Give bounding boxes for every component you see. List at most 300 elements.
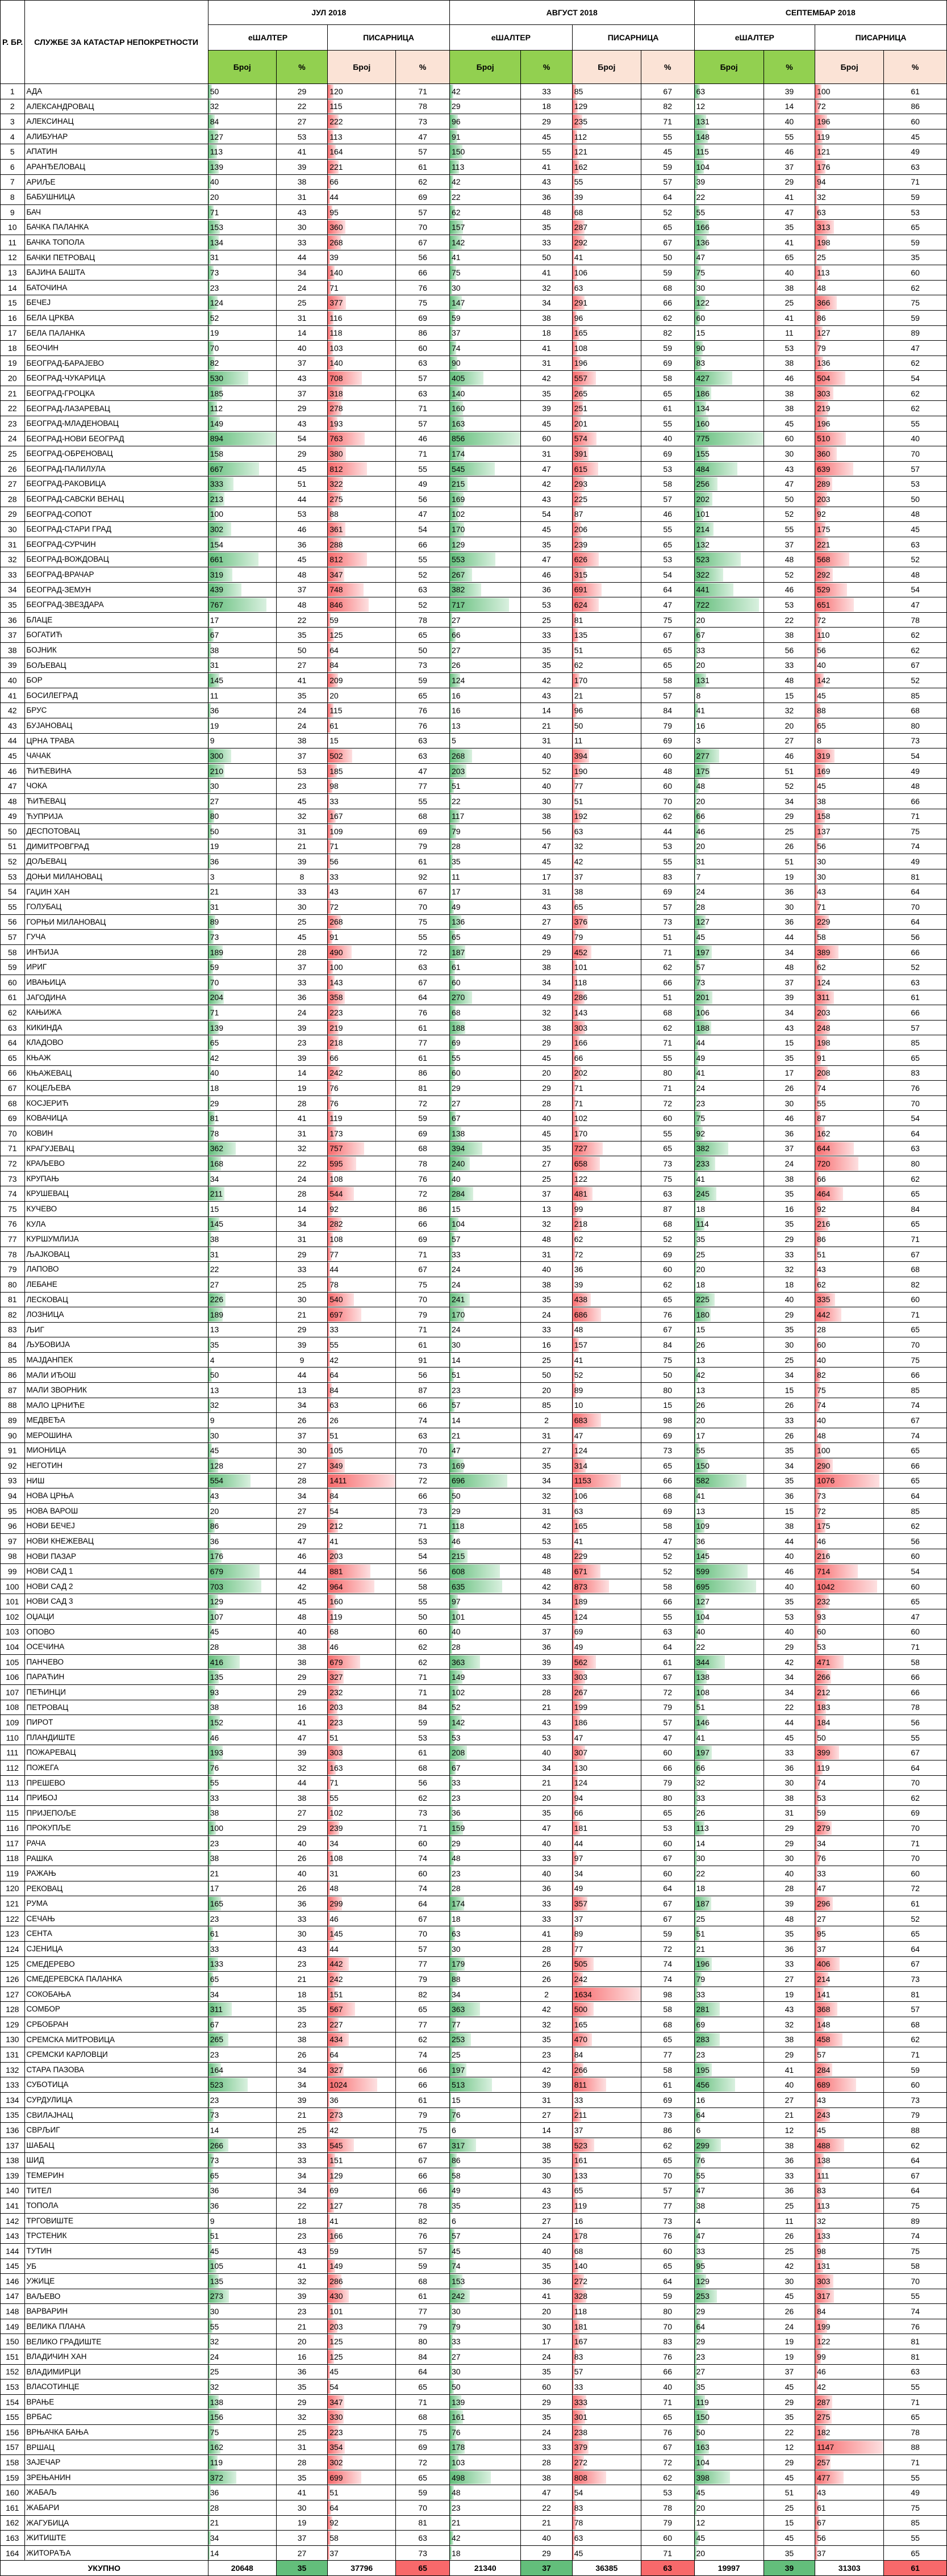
count-cell — [815, 839, 884, 854]
count-cell — [449, 1549, 520, 1564]
count-value: 102 — [452, 509, 465, 518]
count-value: 49 — [574, 1884, 583, 1893]
count-cell — [328, 1609, 396, 1624]
data-bar — [208, 1414, 209, 1427]
service-name: БАБУШНИЦА — [24, 190, 208, 205]
count-value: 119 — [817, 132, 829, 141]
percent-cell: 48 — [764, 960, 815, 975]
count-value: 43 — [210, 1491, 219, 1500]
count-value: 505 — [574, 1959, 587, 1968]
percent-cell: 38 — [764, 386, 815, 401]
percent-cell: 71 — [884, 2394, 947, 2410]
count-cell — [208, 84, 276, 99]
percent-cell: 24 — [764, 1156, 815, 1172]
row-number: 156 — [1, 2425, 25, 2440]
count-cell — [572, 114, 641, 129]
percent-cell: 50 — [521, 250, 572, 265]
percent-cell: 29 — [276, 1247, 327, 1262]
count-cell — [815, 1881, 884, 1896]
table-row — [1, 1866, 947, 1881]
count-value: 203 — [329, 2322, 343, 2331]
count-value: 23 — [210, 283, 219, 292]
count-cell — [694, 1095, 764, 1111]
percent-cell: 35 — [521, 1292, 572, 1307]
percent-cell: 36 — [521, 1640, 572, 1655]
count-value: 23 — [452, 1386, 461, 1395]
percent-cell: 69 — [396, 2440, 450, 2455]
count-cell — [815, 718, 884, 733]
count-value: 135 — [210, 1672, 223, 1682]
count-value: 626 — [574, 555, 587, 564]
table-row — [1, 2394, 947, 2410]
count-value: 42 — [452, 2533, 461, 2542]
count-value: 64 — [329, 646, 339, 655]
percent-cell: 20 — [521, 2304, 572, 2319]
count-value: 38 — [696, 2201, 706, 2210]
count-value: 188 — [696, 1023, 710, 1032]
count-cell — [815, 2047, 884, 2063]
percent-cell: 52 — [641, 1564, 694, 1579]
count-cell — [328, 1911, 396, 1926]
count-cell — [449, 99, 520, 114]
count-value: 251 — [574, 404, 587, 413]
count-cell — [449, 1821, 520, 1836]
count-value: 167 — [329, 812, 343, 821]
count-value: 71 — [329, 842, 339, 851]
percent-cell: 47 — [521, 839, 572, 854]
percent-cell: 40 — [764, 2077, 815, 2093]
count-cell — [694, 793, 764, 809]
count-value: 99 — [817, 2352, 826, 2361]
service-name: НОВИ БЕЧЕЈ — [24, 1519, 208, 1534]
percent-cell: 19 — [276, 1081, 327, 1096]
count-cell — [694, 1760, 764, 1775]
count-cell — [815, 1670, 884, 1685]
count-value: 134 — [210, 238, 223, 247]
percent-cell: 84 — [396, 2349, 450, 2365]
percent-cell: 65 — [884, 1926, 947, 1942]
count-value: 196 — [817, 419, 830, 428]
count-cell — [694, 507, 764, 522]
service-name: БЕОГРАД-ВРАЧАР — [24, 567, 208, 583]
percent-cell: 34 — [276, 1216, 327, 1232]
count-value: 27 — [210, 797, 219, 806]
count-value: 29 — [452, 102, 461, 111]
count-cell — [572, 900, 641, 915]
percent-cell: 71 — [884, 1307, 947, 1323]
count-value: 189 — [210, 1310, 223, 1319]
count-value: 34 — [210, 1174, 219, 1184]
count-value: 41 — [329, 1537, 339, 1546]
service-name: ВЛАДИМИРЦИ — [24, 2364, 208, 2380]
percent-cell: 32 — [521, 280, 572, 295]
count-value: 109 — [696, 1521, 710, 1530]
service-name: АПАТИН — [24, 144, 208, 160]
count-cell — [449, 461, 520, 476]
count-cell — [572, 371, 641, 386]
count-cell — [694, 900, 764, 915]
count-cell — [572, 2002, 641, 2017]
count-cell — [572, 1081, 641, 1096]
count-cell — [572, 2062, 641, 2077]
count-cell — [328, 1232, 396, 1247]
count-value: 296 — [817, 1899, 830, 1908]
percent-cell: 55 — [641, 1126, 694, 1141]
percent-cell: 50 — [276, 642, 327, 658]
count-cell — [208, 2168, 276, 2183]
percent-cell: 65 — [884, 1051, 947, 1066]
percent-cell: 47 — [276, 1534, 327, 1549]
percent-cell: 59 — [396, 673, 450, 688]
percent-cell: 73 — [396, 1805, 450, 1821]
count-value: 158 — [210, 449, 223, 458]
count-value: 22 — [452, 193, 461, 202]
count-value: 79 — [696, 1975, 706, 1984]
count-value: 5 — [452, 736, 456, 745]
count-cell — [572, 2349, 641, 2365]
count-value: 360 — [329, 223, 343, 232]
count-cell — [328, 1095, 396, 1111]
count-value: 218 — [329, 1038, 343, 1047]
count-cell — [449, 2304, 520, 2319]
count-value: 300 — [210, 751, 223, 760]
count-cell — [449, 869, 520, 884]
count-cell — [694, 779, 764, 794]
count-cell — [572, 793, 641, 809]
service-name: ЛЕБАНЕ — [24, 1277, 208, 1292]
table-row — [1, 2168, 947, 2183]
percent-cell: 45 — [764, 2289, 815, 2304]
count-cell — [572, 2455, 641, 2470]
count-cell — [694, 461, 764, 476]
percent-cell: 80 — [884, 1156, 947, 1172]
count-value: 452 — [574, 948, 587, 957]
count-cell — [449, 718, 520, 733]
count-value: 748 — [329, 585, 343, 594]
count-cell — [328, 446, 396, 462]
table-row — [1, 1368, 947, 1383]
percent-cell: 46 — [276, 522, 327, 537]
count-cell — [449, 1337, 520, 1353]
service-name: ОЏАЦИ — [24, 1609, 208, 1624]
count-value: 37 — [329, 2549, 339, 2558]
row-number: 123 — [1, 1926, 25, 1942]
percent-cell: 22 — [764, 2425, 815, 2440]
count-value: 41 — [574, 253, 583, 262]
percent-cell: 56 — [396, 1775, 450, 1791]
service-name: ЦРНА ТРАВА — [24, 733, 208, 748]
service-name: БАЧКИ ПЕТРОВАЦ — [24, 250, 208, 265]
percent-cell: 43 — [276, 416, 327, 432]
count-cell — [572, 1715, 641, 1730]
table-row — [1, 280, 947, 295]
count-cell — [572, 1141, 641, 1156]
percent-cell: 71 — [884, 1640, 947, 1655]
count-cell — [449, 2153, 520, 2168]
percent-cell: 59 — [641, 341, 694, 356]
count-value: 50 — [210, 827, 219, 836]
percent-cell: 65 — [641, 1292, 694, 1307]
row-number: 59 — [1, 960, 25, 975]
percent-cell: 27 — [276, 1458, 327, 1474]
count-cell — [208, 2440, 276, 2455]
count-value: 169 — [452, 1461, 465, 1470]
count-cell — [694, 1398, 764, 1413]
header-count: Број — [208, 51, 276, 84]
service-name: КУЛА — [24, 1216, 208, 1232]
row-number: 119 — [1, 1866, 25, 1881]
count-cell — [208, 1534, 276, 1549]
count-cell — [328, 914, 396, 930]
header-pct: % — [641, 51, 694, 84]
percent-cell: 57 — [641, 174, 694, 190]
percent-cell: 48 — [884, 567, 947, 583]
count-cell — [449, 2425, 520, 2440]
count-value: 21 — [452, 2518, 461, 2527]
service-name: ПЕЋИНЦИ — [24, 1684, 208, 1700]
percent-cell: 69 — [641, 1503, 694, 1519]
count-value: 232 — [817, 1597, 830, 1606]
count-cell — [572, 2470, 641, 2485]
count-value: 55 — [696, 1446, 706, 1455]
count-cell — [208, 2153, 276, 2168]
count-value: 358 — [329, 993, 343, 1002]
percent-cell: 68 — [396, 2410, 450, 2425]
percent-cell: 77 — [396, 1956, 450, 1972]
count-cell — [328, 1443, 396, 1458]
count-cell — [694, 1835, 764, 1851]
count-value: 145 — [329, 1929, 343, 1938]
count-cell — [328, 748, 396, 764]
count-cell — [694, 2289, 764, 2304]
count-cell — [208, 235, 276, 250]
percent-cell: 28 — [276, 944, 327, 960]
percent-cell: 36 — [764, 1760, 815, 1775]
percent-cell: 17 — [521, 869, 572, 884]
percent-cell: 46 — [764, 1564, 815, 1579]
percent-cell: 65 — [641, 386, 694, 401]
percent-cell: 20 — [521, 1065, 572, 1081]
count-cell — [328, 2153, 396, 2168]
percent-cell: 31 — [764, 1805, 815, 1821]
count-value: 286 — [574, 993, 587, 1002]
count-cell — [694, 944, 764, 960]
percent-cell: 15 — [764, 1035, 815, 1051]
count-cell — [328, 944, 396, 960]
count-value: 33 — [210, 1944, 219, 1954]
data-bar — [450, 719, 451, 733]
percent-cell: 52 — [884, 1911, 947, 1926]
row-number: 9 — [1, 204, 25, 220]
count-cell — [815, 990, 884, 1005]
count-cell — [449, 1383, 520, 1398]
percent-cell: 57 — [641, 492, 694, 507]
row-number: 111 — [1, 1745, 25, 1760]
count-value: 118 — [329, 328, 342, 337]
row-number: 32 — [1, 552, 25, 567]
count-value: 127 — [696, 1597, 710, 1606]
percent-cell: 26 — [276, 2047, 327, 2063]
service-name: ИВАЊИЦА — [24, 975, 208, 990]
count-cell — [572, 703, 641, 718]
percent-cell: 41 — [521, 2289, 572, 2304]
count-cell — [328, 2515, 396, 2531]
table-row — [1, 1473, 947, 1488]
count-value: 26 — [696, 1808, 706, 1817]
count-cell — [815, 1775, 884, 1791]
percent-cell: 15 — [764, 1383, 815, 1398]
row-number: 51 — [1, 839, 25, 854]
percent-cell: 65 — [764, 250, 815, 265]
table-row — [1, 2545, 947, 2561]
service-name: ВРЊАЧКА БАЊА — [24, 2425, 208, 2440]
count-value: 151 — [329, 1990, 343, 1999]
percent-cell: 62 — [884, 386, 947, 401]
count-cell — [328, 2032, 396, 2047]
count-cell — [208, 2077, 276, 2093]
count-value: 28 — [210, 1642, 219, 1651]
percent-cell: 64 — [641, 190, 694, 205]
count-value: 557 — [574, 374, 587, 383]
percent-cell: 86 — [396, 1201, 450, 1216]
count-value: 62 — [574, 1235, 583, 1244]
table-row — [1, 356, 947, 371]
count-cell — [208, 960, 276, 975]
count-cell — [328, 1821, 396, 1836]
row-number: 162 — [1, 2515, 25, 2531]
count-value: 679 — [210, 1567, 223, 1576]
percent-cell: 40 — [276, 1866, 327, 1881]
count-value: 714 — [817, 1567, 830, 1576]
percent-cell: 69 — [641, 1428, 694, 1443]
count-value: 48 — [817, 1431, 826, 1440]
count-cell — [572, 2334, 641, 2349]
percent-cell: 29 — [276, 401, 327, 416]
count-cell — [449, 1398, 520, 1413]
table-row — [1, 1458, 947, 1474]
data-bar — [573, 1867, 574, 1880]
count-value: 87 — [817, 1114, 826, 1123]
count-value: 15 — [210, 1205, 219, 1214]
count-cell — [449, 960, 520, 975]
count-cell — [572, 1277, 641, 1292]
percent-cell: 68 — [884, 1262, 947, 1277]
count-value: 257 — [817, 2458, 830, 2467]
percent-cell: 35 — [764, 2545, 815, 2561]
count-cell — [815, 1065, 884, 1081]
count-cell — [815, 2515, 884, 2531]
count-cell — [208, 2183, 276, 2198]
percent-cell: 84 — [641, 703, 694, 718]
count-value: 322 — [329, 479, 343, 488]
percent-cell: 67 — [641, 2440, 694, 2455]
count-cell — [572, 597, 641, 613]
service-name: ВРАЊЕ — [24, 2394, 208, 2410]
percent-cell: 52 — [396, 567, 450, 583]
count-cell — [208, 1443, 276, 1458]
row-number: 56 — [1, 914, 25, 930]
row-number: 39 — [1, 658, 25, 673]
count-cell — [449, 386, 520, 401]
count-cell — [815, 1232, 884, 1247]
percent-cell: 73 — [641, 1443, 694, 1458]
percent-cell: 57 — [396, 2243, 450, 2259]
percent-cell: 55 — [396, 552, 450, 567]
count-value: 66 — [696, 1763, 706, 1772]
data-bar — [573, 840, 574, 854]
count-cell — [449, 658, 520, 673]
count-value: 104 — [696, 2458, 710, 2467]
row-number: 45 — [1, 748, 25, 764]
percent-cell: 29 — [764, 1307, 815, 1323]
count-value: 174 — [452, 449, 465, 458]
row-number: 17 — [1, 325, 25, 341]
count-cell — [815, 944, 884, 960]
count-value: 608 — [452, 1567, 465, 1576]
count-value: 63 — [817, 208, 826, 217]
count-value: 100 — [329, 963, 343, 972]
percent-cell: 29 — [276, 1519, 327, 1534]
count-value: 335 — [817, 1295, 830, 1304]
percent-cell: 66 — [396, 537, 450, 552]
count-value: 35 — [696, 1235, 706, 1244]
count-value: 165 — [574, 328, 587, 337]
percent-cell: 35 — [521, 658, 572, 673]
count-cell — [328, 2092, 396, 2107]
count-cell — [694, 1473, 764, 1488]
percent-cell: 57 — [641, 2183, 694, 2198]
count-value: 76 — [696, 2156, 706, 2165]
count-cell — [572, 507, 641, 522]
percent-cell: 48 — [521, 204, 572, 220]
count-value: 55 — [696, 2171, 706, 2180]
count-value: 186 — [574, 1718, 587, 1727]
percent-cell: 55 — [884, 2470, 947, 2485]
row-number: 24 — [1, 431, 25, 446]
row-number: 115 — [1, 1805, 25, 1821]
header-row-months — [1, 1, 947, 25]
count-cell — [815, 1866, 884, 1881]
count-value: 140 — [574, 2261, 587, 2270]
count-cell — [815, 2319, 884, 2334]
percent-cell: 48 — [276, 1609, 327, 1624]
table-row — [1, 1171, 947, 1186]
count-cell — [572, 2259, 641, 2274]
count-value: 30 — [452, 1340, 461, 1349]
count-value: 135 — [574, 630, 587, 639]
count-cell — [815, 174, 884, 190]
count-value: 68 — [574, 2247, 583, 2256]
service-name: БЕОГРАД-ЛАЗАРЕВАЦ — [24, 401, 208, 416]
percent-cell: 49 — [884, 763, 947, 779]
percent-cell: 42 — [521, 1579, 572, 1594]
percent-cell: 55 — [641, 1609, 694, 1624]
count-cell — [694, 2092, 764, 2107]
percent-cell: 57 — [884, 2002, 947, 2017]
service-name: СРЕМСКА МИТРОВИЦА — [24, 2032, 208, 2047]
percent-cell: 38 — [764, 356, 815, 371]
count-value: 78 — [210, 1129, 219, 1138]
count-value: 441 — [696, 585, 710, 594]
count-value: 41 — [574, 1356, 583, 1365]
count-value: 70 — [210, 978, 219, 987]
service-name: КУРШУМЛИЈА — [24, 1232, 208, 1247]
count-value: 27 — [817, 1914, 826, 1923]
count-cell — [572, 401, 641, 416]
percent-cell: 61 — [641, 1654, 694, 1670]
count-cell — [449, 1443, 520, 1458]
table-row — [1, 1791, 947, 1806]
